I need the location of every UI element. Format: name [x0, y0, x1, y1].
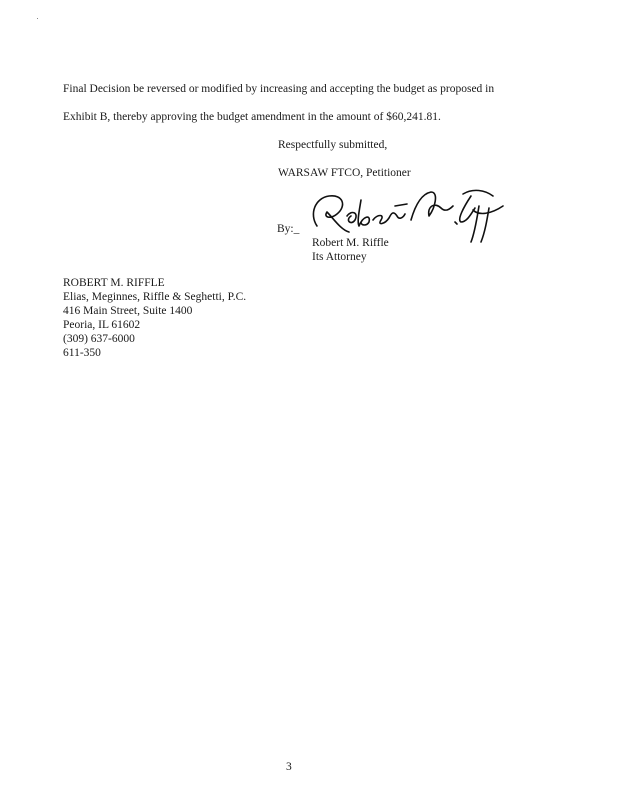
- body-text-line-2: Exhibit B, thereby approving the budget amendment in the amount of $60,241.81.: [63, 111, 441, 123]
- petitioner-name: WARSAW FTCO, Petitioner: [278, 167, 411, 179]
- attorney-phone: (309) 637-6000: [63, 333, 135, 345]
- closing-respectfully: Respectfully submitted,: [278, 139, 388, 151]
- attorney-id: 611-350: [63, 347, 101, 359]
- signer-name: Robert M. Riffle: [312, 237, 389, 249]
- page-number: 3: [286, 761, 292, 773]
- attorney-name: ROBERT M. RIFFLE: [63, 277, 165, 289]
- attorney-city: Peoria, IL 61602: [63, 319, 141, 331]
- attorney-firm: Elias, Meginnes, Riffle & Seghetti, P.C.: [63, 291, 247, 303]
- body-text-line-1: Final Decision be reversed or modified by increasing and accepting the budget as proposed in: [63, 83, 495, 95]
- scan-artifact: [37, 18, 38, 19]
- signer-title: Its Attorney: [312, 251, 367, 263]
- by-label: By:_: [277, 223, 300, 235]
- attorney-address: 416 Main Street, Suite 1400: [63, 305, 193, 317]
